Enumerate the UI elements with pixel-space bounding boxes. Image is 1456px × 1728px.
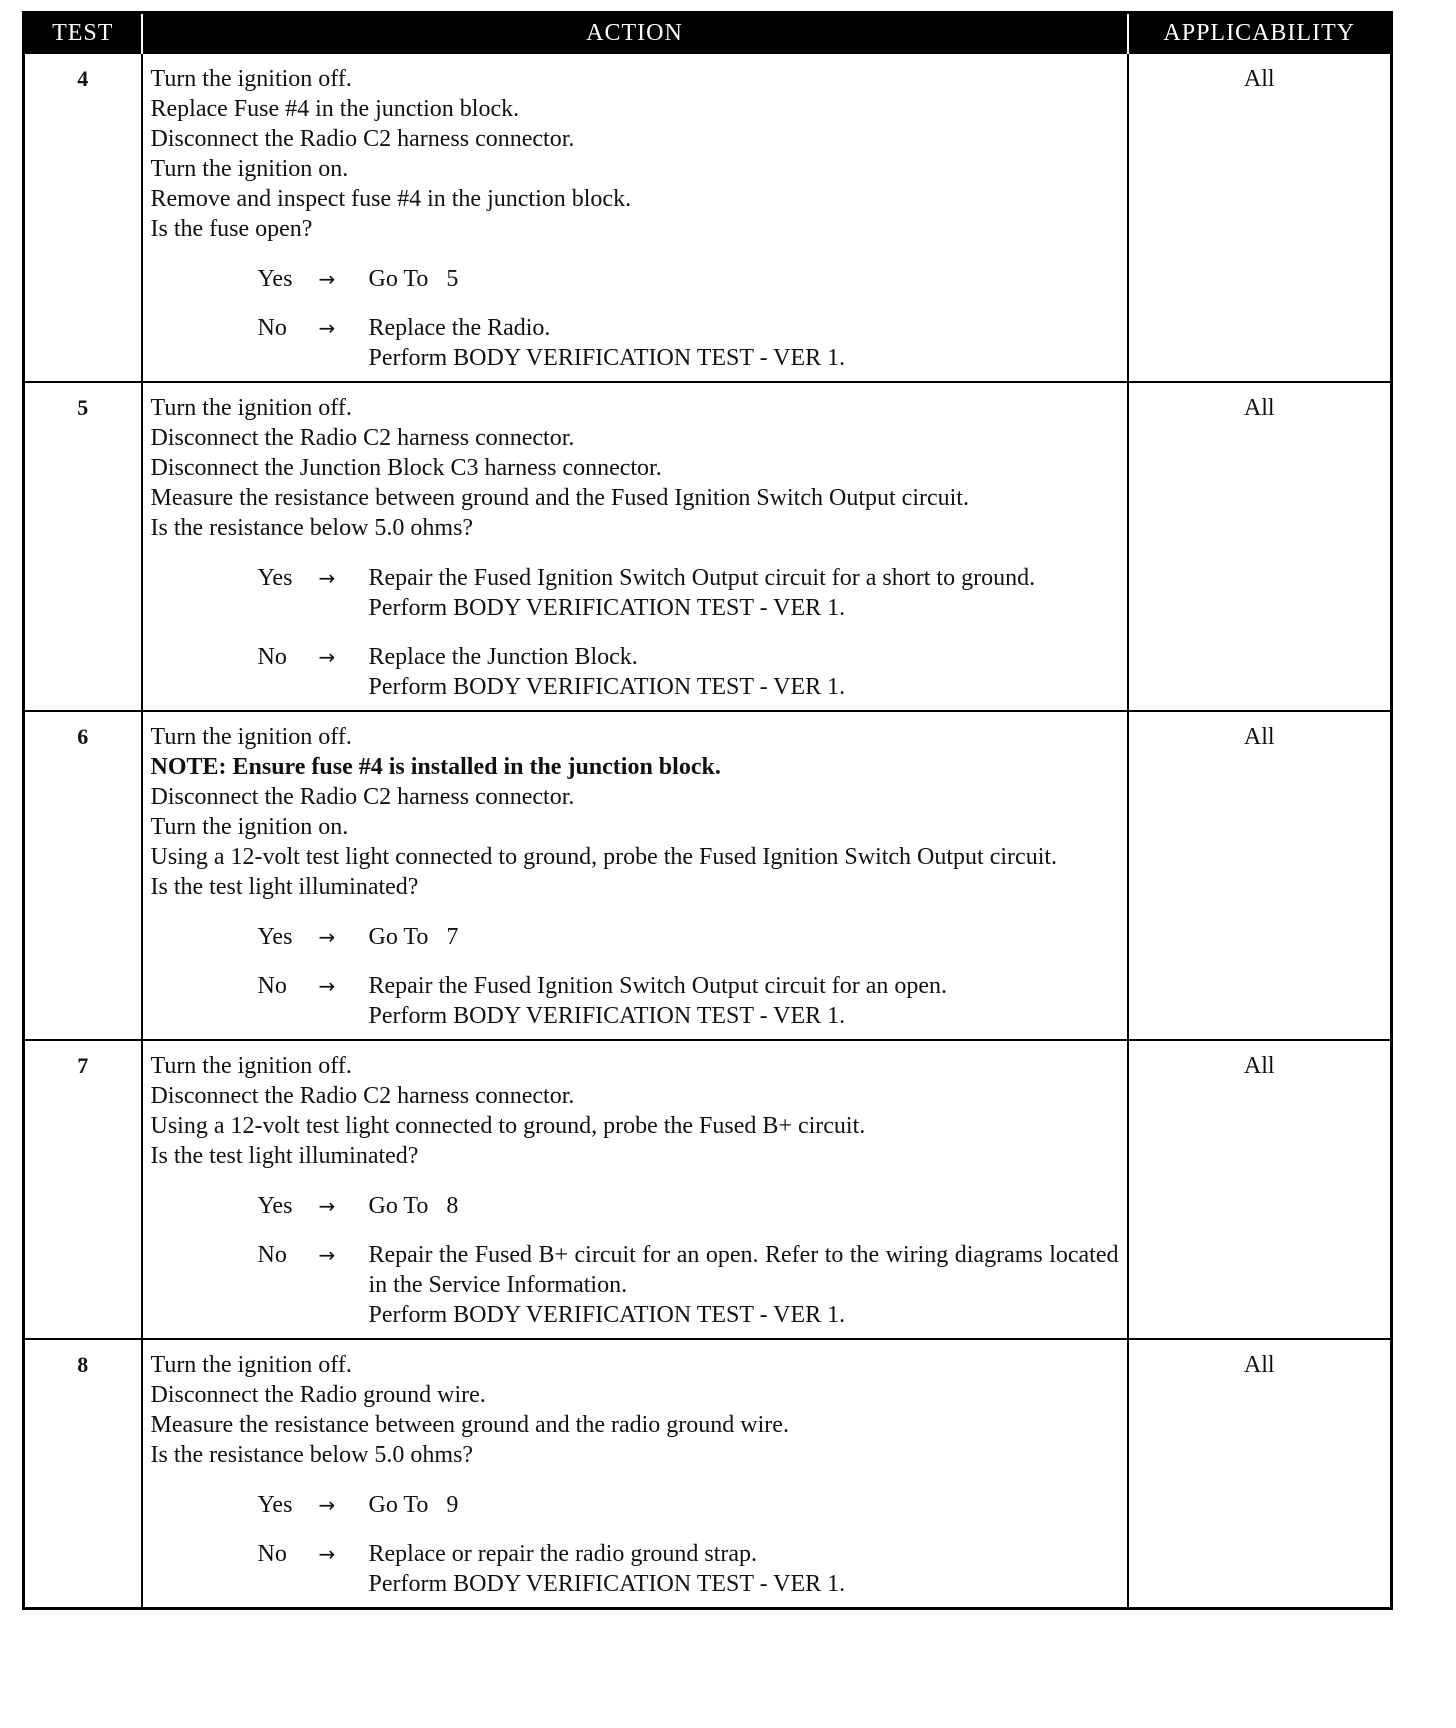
action-step: Disconnect the Radio C2 harness connector.	[150, 425, 575, 451]
action-cell	[142, 382, 1128, 711]
action-step: Turn the ignition off.	[150, 1053, 352, 1079]
right-arrow-icon: →	[318, 925, 336, 949]
action-step: Turn the ignition off.	[150, 1352, 352, 1378]
outcome-no	[151, 313, 1119, 373]
result-line: Repair the Fused Ignition Switch Output circuit for an open.	[368, 973, 948, 999]
applicability-value: All	[1128, 382, 1392, 711]
action-question: Is the resistance below 5.0 ohms?	[150, 1442, 474, 1468]
goto-number: 8	[446, 1193, 459, 1219]
action-question: Is the resistance below 5.0 ohms?	[150, 515, 474, 541]
result-line: Perform BODY VERIFICATION TEST - VER 1.	[368, 1003, 846, 1029]
outcome-yes	[151, 922, 1119, 952]
action-question: Is the test light illuminated?	[150, 874, 419, 900]
outcome-label: Yes	[257, 924, 293, 950]
test-row-5	[24, 382, 1392, 711]
result-line: Perform BODY VERIFICATION TEST - VER 1.	[368, 1571, 846, 1597]
test-row-4	[24, 53, 1392, 382]
header-test: TEST	[24, 13, 142, 54]
action-question: Is the fuse open?	[150, 216, 313, 242]
goto-number: 5	[446, 266, 459, 292]
outcome-no	[151, 642, 1119, 702]
note-text: NOTE: Ensure fuse #4 is installed in the junction block.	[150, 754, 721, 780]
outcome-label: No	[257, 644, 287, 670]
action-step: Disconnect the Radio C2 harness connector.	[150, 1083, 575, 1109]
outcome-label: Yes	[257, 1492, 293, 1518]
right-arrow-icon: →	[318, 1243, 336, 1267]
action-step: Using a 12-volt test light connected to ground, probe the Fused Ignition Switch Output circuit.	[150, 844, 1058, 870]
result-line: Perform BODY VERIFICATION TEST - VER 1.	[368, 595, 846, 621]
action-step: Turn the ignition off.	[150, 66, 352, 92]
result-line: Perform BODY VERIFICATION TEST - VER 1.	[368, 674, 846, 700]
outcome-yes	[151, 1191, 1119, 1221]
goto-text: Go To	[368, 924, 429, 950]
action-step: Measure the resistance between ground and the Fused Ignition Switch Output circuit.	[150, 485, 969, 511]
action-step: Disconnect the Radio C2 harness connector.	[150, 126, 575, 152]
outcome-result	[369, 313, 1119, 373]
outcome-label: No	[257, 1242, 287, 1268]
right-arrow-icon: →	[318, 645, 336, 669]
test-number: 5	[24, 382, 142, 711]
result-line: Repair the Fused B+ circuit for an open. Refer to the wiring diagrams located in the Service Information.	[368, 1242, 1119, 1298]
test-number: 4	[24, 53, 142, 382]
action-step: Disconnect the Radio ground wire.	[150, 1382, 486, 1408]
outcome-label: Yes	[257, 565, 293, 591]
action-cell	[142, 711, 1128, 1040]
goto-number: 7	[446, 924, 459, 950]
right-arrow-icon: →	[318, 974, 336, 998]
goto-text: Go To	[368, 1492, 429, 1518]
outcome-result	[369, 1191, 1119, 1221]
outcome-no	[151, 1240, 1119, 1330]
result-line: Perform BODY VERIFICATION TEST - VER 1.	[368, 345, 846, 371]
action-cell	[142, 1040, 1128, 1339]
outcome-no	[151, 1539, 1119, 1599]
test-row-6	[24, 711, 1392, 1040]
right-arrow-icon: →	[318, 316, 336, 340]
outcome-label: No	[257, 973, 287, 999]
right-arrow-icon: →	[318, 1194, 336, 1218]
header-applicability: APPLICABILITY	[1128, 13, 1392, 54]
outcome-label: No	[257, 315, 287, 341]
result-line: Replace the Radio.	[368, 315, 551, 341]
outcome-result	[369, 563, 1119, 623]
test-row-7	[24, 1040, 1392, 1339]
right-arrow-icon: →	[318, 1493, 336, 1517]
outcome-yes	[151, 264, 1119, 294]
outcome-result	[369, 971, 1119, 1031]
outcome-label: Yes	[257, 1193, 293, 1219]
action-step: Turn the ignition on.	[150, 156, 349, 182]
action-step: Turn the ignition on.	[150, 814, 349, 840]
action-step: Measure the resistance between ground and the radio ground wire.	[150, 1412, 789, 1438]
test-number: 7	[24, 1040, 142, 1339]
action-step: Disconnect the Radio C2 harness connector.	[150, 784, 575, 810]
applicability-value: All	[1128, 711, 1392, 1040]
action-cell	[142, 53, 1128, 382]
diagnostic-test-table	[22, 11, 1393, 1610]
action-question: Is the test light illuminated?	[150, 1143, 419, 1169]
outcome-no	[151, 971, 1119, 1031]
goto-number: 9	[446, 1492, 459, 1518]
result-line: Replace or repair the radio ground strap.	[368, 1541, 758, 1567]
test-number: 8	[24, 1339, 142, 1609]
outcome-label: Yes	[257, 266, 293, 292]
goto-text: Go To	[368, 266, 429, 292]
action-step: Disconnect the Junction Block C3 harness connector.	[150, 455, 662, 481]
applicability-value: All	[1128, 1040, 1392, 1339]
result-line: Repair the Fused Ignition Switch Output circuit for a short to ground.	[368, 565, 1036, 591]
action-cell	[142, 1339, 1128, 1609]
action-step: Replace Fuse #4 in the junction block.	[150, 96, 520, 122]
outcome-result	[369, 264, 1119, 294]
right-arrow-icon: →	[318, 267, 336, 291]
goto-text: Go To	[368, 1193, 429, 1219]
outcome-yes	[151, 1490, 1119, 1520]
outcome-result	[369, 642, 1119, 702]
action-step: Turn the ignition off.	[150, 395, 352, 421]
action-step: Turn the ignition off.	[150, 724, 352, 750]
right-arrow-icon: →	[318, 1542, 336, 1566]
outcome-result	[369, 1240, 1119, 1330]
outcome-yes	[151, 563, 1119, 623]
header-action: ACTION	[142, 13, 1128, 54]
outcome-result	[369, 1539, 1119, 1599]
action-step: Remove and inspect fuse #4 in the junction block.	[150, 186, 632, 212]
result-line: Replace the Junction Block.	[368, 644, 638, 670]
action-step: Using a 12-volt test light connected to ground, probe the Fused B+ circuit.	[150, 1113, 866, 1139]
header-row	[24, 13, 1392, 54]
applicability-value: All	[1128, 1339, 1392, 1609]
outcome-label: No	[257, 1541, 287, 1567]
outcome-result	[369, 922, 1119, 952]
test-row-8	[24, 1339, 1392, 1609]
result-line: Perform BODY VERIFICATION TEST - VER 1.	[368, 1302, 846, 1328]
applicability-value: All	[1128, 53, 1392, 382]
right-arrow-icon: →	[318, 566, 336, 590]
outcome-result	[369, 1490, 1119, 1520]
test-number: 6	[24, 711, 142, 1040]
